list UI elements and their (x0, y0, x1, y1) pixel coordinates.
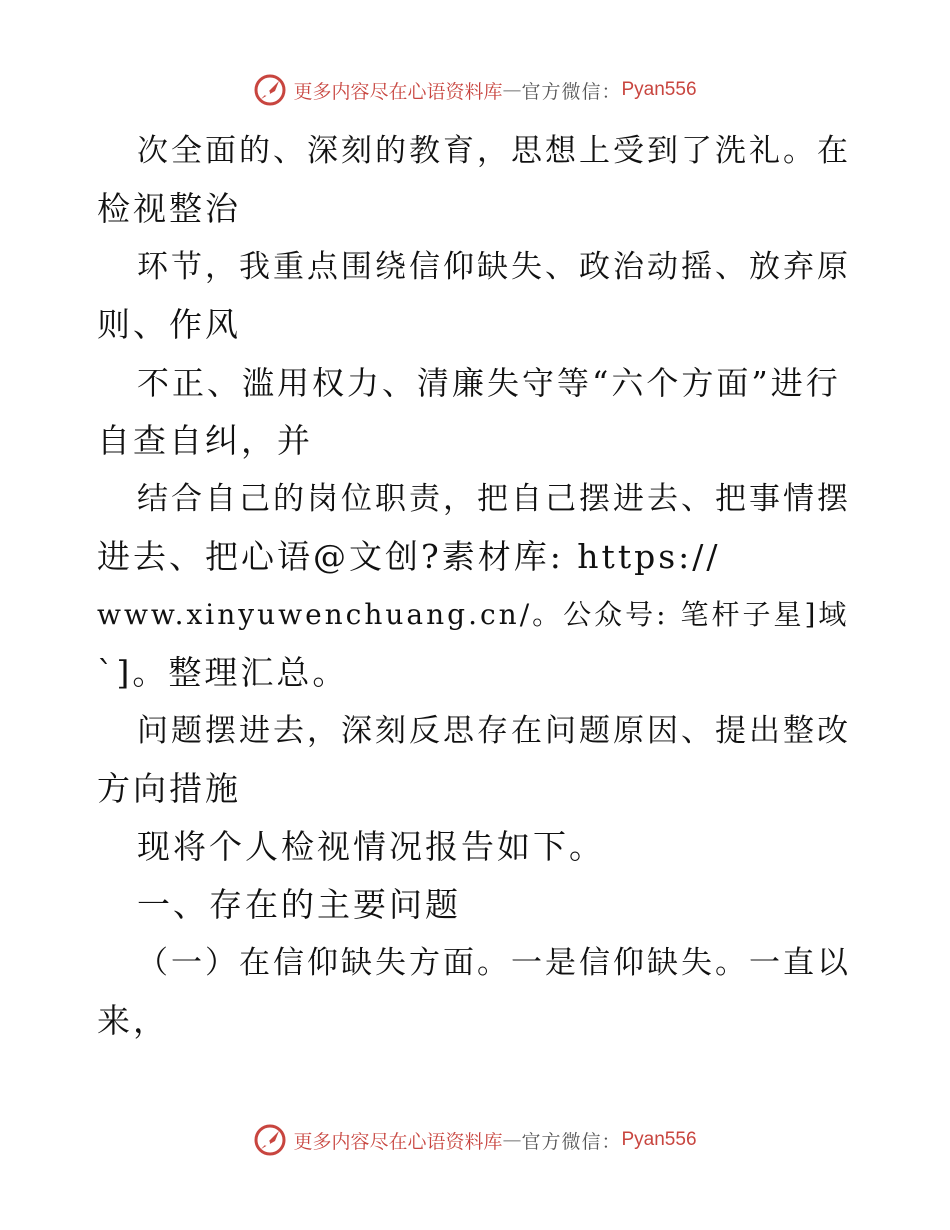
text-line: 不正、滥用权力、清廉失守等“六个方面”进行 (137, 364, 841, 402)
watermark-separator: — (502, 1129, 522, 1151)
watermark-wechat-id: Pyan556 (621, 1129, 697, 1150)
text-line: 一、存在的主要问题 (137, 885, 461, 924)
header-watermark (0, 70, 950, 110)
text-line: 自查自纠，并 (97, 421, 313, 460)
text-line: 则、作风 (97, 305, 241, 344)
text-line: 方向措施 (97, 769, 241, 808)
watermark-official-label: 官方微信： (521, 1130, 622, 1153)
text-line: 次全面的、深刻的教育，思想上受到了洗礼。在 (137, 133, 851, 169)
text-line: `]。整理汇总。 (97, 653, 349, 692)
quill-logo-icon (253, 73, 287, 107)
text-line: 结合自己的岗位职责，把自己摆进去、把事情摆 (137, 481, 851, 517)
text-line: 检视整治 (97, 189, 241, 228)
watermark-official-label: 官方微信： (521, 80, 622, 103)
text-line: www.xinyuwenchuang.cn/。公众号: 笔杆子星]域 (97, 598, 850, 631)
text-line: 来， (97, 1001, 169, 1040)
text-line: 问题摆进去，深刻反思存在问题原因、提出整改 (137, 713, 851, 749)
text-line: 进去、把心语@文创?素材库: https:// (97, 537, 721, 576)
quill-logo-icon (253, 1123, 287, 1157)
watermark-main-text: 更多内容尽在心语资料库 (293, 80, 503, 103)
watermark-main-text: 更多内容尽在心语资料库 (293, 1130, 503, 1153)
watermark-wechat-id: Pyan556 (621, 79, 697, 100)
text-line: （一）在信仰缺失方面。一是信仰缺失。一直以 (137, 945, 851, 981)
text-line: 现将个人检视情况报告如下。 (137, 827, 605, 866)
footer-watermark (0, 1120, 950, 1160)
document-body (97, 122, 857, 1050)
watermark-separator: — (502, 79, 522, 101)
text-line: 环节，我重点围绕信仰缺失、政治动摇、放弃原 (137, 249, 851, 285)
